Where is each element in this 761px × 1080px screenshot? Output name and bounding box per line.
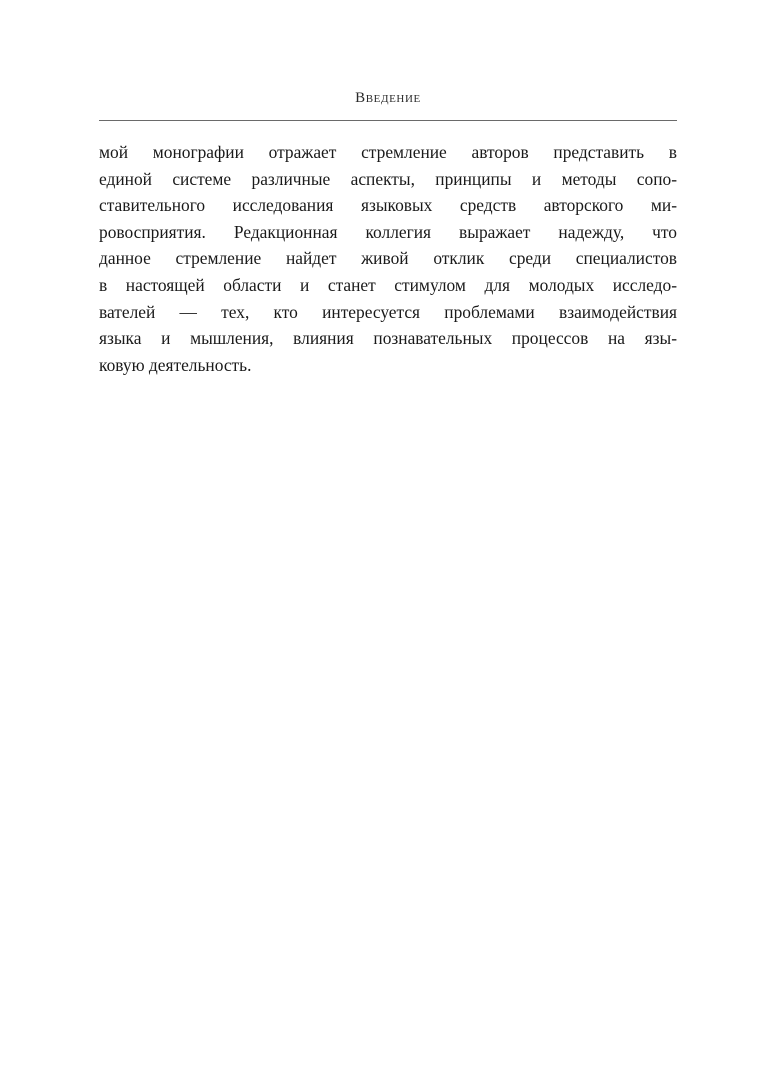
text-line: данное стремление найдет живой отклик среди специалистов: [99, 248, 677, 269]
body-paragraph: [99, 139, 677, 378]
header-rule: [99, 120, 677, 121]
text-line: мой монографии отражает стремление авторов представить в: [99, 142, 677, 162]
text-line: ковую деятельность.: [99, 354, 252, 375]
text-line: вателей — тех, кто интересуется проблемами взаимодействия: [99, 301, 677, 322]
text-line: в настоящей области и станет стимулом для молодых исследо-: [99, 274, 677, 295]
text-line: ставительного исследования языковых средств авторского ми-: [99, 195, 677, 216]
running-head: Введение: [355, 90, 421, 106]
text-line: ровосприятия. Редакционная коллегия выражает надежду, что: [99, 221, 677, 242]
text-line: единой системе различные аспекты, принципы и методы сопо-: [99, 168, 677, 189]
text-line: языка и мышления, влияния познавательных процессов на язы-: [99, 328, 677, 349]
